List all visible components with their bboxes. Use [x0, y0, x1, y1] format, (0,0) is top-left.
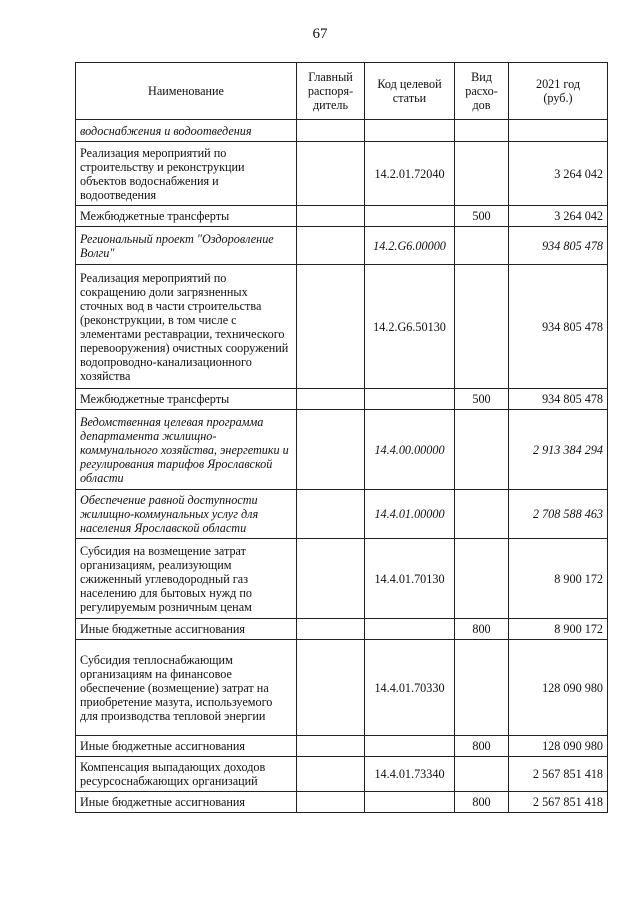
row-manager — [297, 490, 365, 539]
table-row — [76, 389, 608, 410]
row-expense-type — [455, 490, 509, 539]
row-amount: 8 900 172 — [509, 619, 608, 640]
row-code — [365, 792, 455, 813]
row-code — [365, 120, 455, 142]
row-code — [365, 736, 455, 757]
row-code — [365, 206, 455, 227]
row-amount: 2 567 851 418 — [509, 792, 608, 813]
row-manager — [297, 539, 365, 619]
row-name: Обеспечение равной доступности жилищно-коммунальных услуг для населения Ярославской области — [76, 490, 297, 539]
table-row — [76, 539, 608, 619]
row-manager — [297, 265, 365, 389]
table-row — [76, 206, 608, 227]
table-row — [76, 227, 608, 265]
header-code: Код целевой статьи — [365, 63, 455, 120]
row-expense-type — [455, 410, 509, 490]
row-amount: 2 708 588 463 — [509, 490, 608, 539]
row-manager — [297, 206, 365, 227]
row-name: Реализация мероприятий по строительству и реконструкции объектов водоснабжения и водоотведения — [76, 142, 297, 206]
header-expense-type: Вид расхо- дов — [455, 63, 509, 120]
row-name: Иные бюджетные ассигнования — [76, 619, 297, 640]
row-amount: 934 805 478 — [509, 389, 608, 410]
row-name: Субсидия теплоснабжающим организациям на финансовое обеспечение (возмещение) затрат на приобретение мазута, используемого для производства тепловой энергии — [76, 640, 297, 736]
row-expense-type — [455, 265, 509, 389]
row-amount: 128 090 980 — [509, 640, 608, 736]
row-code: 14.4.01.70330 — [365, 640, 455, 736]
table-row — [76, 619, 608, 640]
row-amount: 2 913 384 294 — [509, 410, 608, 490]
row-code: 14.4.00.00000 — [365, 410, 455, 490]
row-expense-type — [455, 757, 509, 792]
table-row — [76, 757, 608, 792]
row-code: 14.2.01.72040 — [365, 142, 455, 206]
row-expense-type: 800 — [455, 792, 509, 813]
row-manager — [297, 619, 365, 640]
row-manager — [297, 227, 365, 265]
table-row — [76, 736, 608, 757]
header-amount: 2021 год (руб.) — [509, 63, 608, 120]
row-expense-type: 800 — [455, 619, 509, 640]
row-code: 14.4.01.70130 — [365, 539, 455, 619]
budget-table — [75, 62, 608, 813]
row-manager — [297, 736, 365, 757]
row-code — [365, 619, 455, 640]
row-name: Иные бюджетные ассигнования — [76, 792, 297, 813]
row-manager — [297, 120, 365, 142]
row-amount: 2 567 851 418 — [509, 757, 608, 792]
row-expense-type: 500 — [455, 389, 509, 410]
row-expense-type — [455, 640, 509, 736]
header-name: Наименование — [76, 63, 297, 120]
page-number: 67 — [312, 26, 328, 42]
table-row — [76, 792, 608, 813]
table-row — [76, 120, 608, 142]
row-expense-type — [455, 539, 509, 619]
row-amount: 934 805 478 — [509, 227, 608, 265]
row-code: 14.4.01.00000 — [365, 490, 455, 539]
table-header-row — [76, 63, 608, 120]
row-amount: 8 900 172 — [509, 539, 608, 619]
row-expense-type — [455, 142, 509, 206]
row-expense-type — [455, 120, 509, 142]
row-manager — [297, 792, 365, 813]
table-row — [76, 265, 608, 389]
row-manager — [297, 757, 365, 792]
table-row — [76, 490, 608, 539]
row-amount: 3 264 042 — [509, 206, 608, 227]
row-manager — [297, 640, 365, 736]
row-name: Иные бюджетные ассигнования — [76, 736, 297, 757]
row-name: Ведомственная целевая программа департамента жилищно-коммунального хозяйства, энергетики и регулирования тарифов Ярославской области — [76, 410, 297, 490]
row-name: Региональный проект "Оздоровление Волги" — [76, 227, 297, 265]
row-expense-type: 500 — [455, 206, 509, 227]
header-manager: Главный распоря- дитель — [297, 63, 365, 120]
row-code: 14.2.G6.50130 — [365, 265, 455, 389]
row-name: Межбюджетные трансферты — [76, 206, 297, 227]
row-amount: 934 805 478 — [509, 265, 608, 389]
table-row — [76, 410, 608, 490]
row-amount — [509, 120, 608, 142]
table-row — [76, 640, 608, 736]
row-expense-type — [455, 227, 509, 265]
row-manager — [297, 389, 365, 410]
row-name: Субсидия на возмещение затрат организациям, реализующим сжиженный углеводородный газ населению для бытовых нужд по регулируемым розничным ценам — [76, 539, 297, 619]
row-name: Межбюджетные трансферты — [76, 389, 297, 410]
row-name: Компенсация выпадающих доходов ресурсоснабжающих организаций — [76, 757, 297, 792]
row-code — [365, 389, 455, 410]
table-row — [76, 142, 608, 206]
row-expense-type: 800 — [455, 736, 509, 757]
row-amount: 128 090 980 — [509, 736, 608, 757]
row-amount: 3 264 042 — [509, 142, 608, 206]
row-manager — [297, 142, 365, 206]
row-manager — [297, 410, 365, 490]
row-name: Реализация мероприятий по сокращению доли загрязненных сточных вод в части строительства (реконструкции, в том числе с элементами реставрации, технического перевооружения) очистных сооружений водопроводно-канализационного хозяйства — [76, 265, 297, 389]
row-code: 14.2.G6.00000 — [365, 227, 455, 265]
row-code: 14.4.01.73340 — [365, 757, 455, 792]
row-name: водоснабжения и водоотведения — [76, 120, 297, 142]
